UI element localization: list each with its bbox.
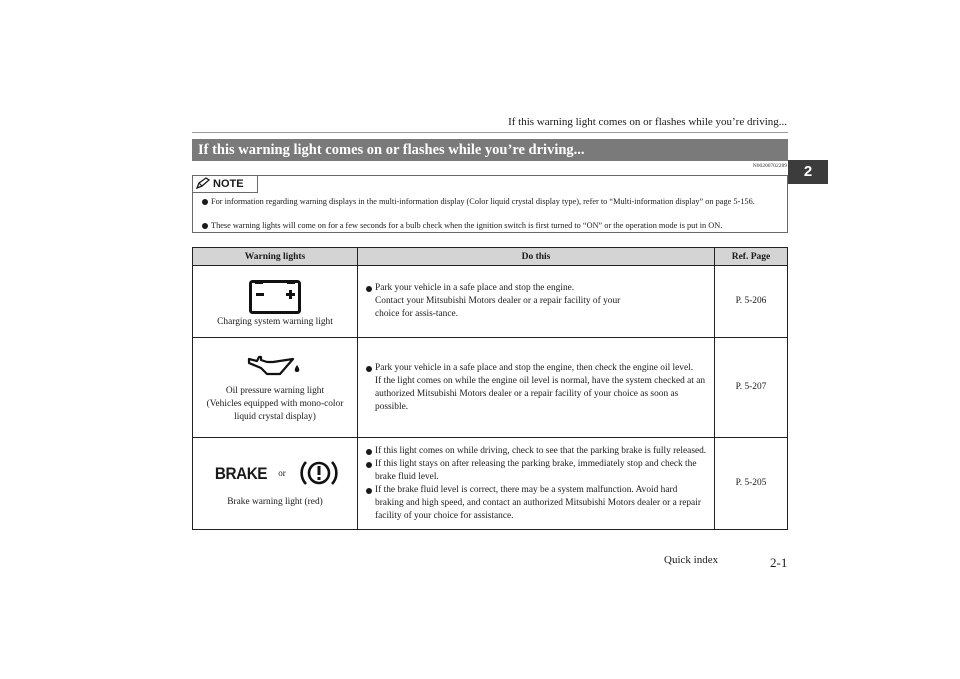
warning-light-cell bbox=[193, 266, 358, 338]
bullet-icon bbox=[202, 223, 208, 229]
bullet-icon bbox=[366, 488, 372, 494]
pencil-icon bbox=[196, 177, 211, 190]
table-row bbox=[193, 266, 788, 338]
bullet-icon bbox=[366, 366, 372, 372]
bullet-icon bbox=[366, 286, 372, 292]
col-header-do-this: Do this bbox=[358, 248, 715, 266]
note-label: NOTE bbox=[213, 178, 244, 190]
note-badge bbox=[193, 176, 258, 193]
warning-light-cell bbox=[193, 438, 358, 530]
table-row bbox=[193, 438, 788, 530]
doc-code: N00200702289 bbox=[752, 163, 787, 169]
note-item: For information regarding warning displays in the multi-information display (Color liquid crystal display type), refer to “Multi-information display” on page 5-156. bbox=[202, 196, 785, 208]
brake-icon: BRAKE bbox=[215, 463, 268, 483]
action-cell bbox=[358, 338, 715, 438]
col-header-ref-page: Ref. Page bbox=[715, 248, 788, 266]
running-header: If this warning light comes on or flashes while you’re driving... bbox=[508, 116, 787, 128]
bullet-icon bbox=[202, 199, 208, 205]
or-text: or bbox=[278, 467, 286, 478]
list-item: Park your vehicle in a safe place and stop the engine. Contact your Mitsubishi Motors dealer or a repair facility of your choice for assis-tance. bbox=[366, 282, 646, 321]
bullet-icon bbox=[366, 449, 372, 455]
section-title: If this warning light comes on or flashes while you’re driving... bbox=[192, 139, 788, 161]
brake-icon-group bbox=[193, 458, 357, 488]
action-cell bbox=[358, 266, 715, 338]
ref-page-cell: P. 5-205 bbox=[715, 438, 788, 530]
warning-light-label: Brake warning light (red) bbox=[227, 497, 323, 507]
table-row bbox=[193, 338, 788, 438]
oil-can-icon bbox=[247, 353, 303, 379]
page-number: 2-1 bbox=[770, 555, 788, 570]
action-cell bbox=[358, 438, 715, 530]
list-item: If the brake fluid level is correct, there may be a system malfunction. Avoid hard braking and high speed, and contact an authorized Mitsubishi Motors dealer or a repair facility of your choice for assistance. bbox=[366, 484, 708, 523]
note-box bbox=[192, 175, 788, 233]
warning-lights-table bbox=[192, 247, 788, 530]
warning-light-label: Oil pressure warning light (Vehicles equipped with mono-color liquid crystal display) bbox=[206, 386, 344, 422]
brake-circle-icon bbox=[300, 458, 338, 488]
table-header-row bbox=[193, 248, 788, 266]
warning-light-cell bbox=[193, 338, 358, 438]
ref-page-cell: P. 5-206 bbox=[715, 266, 788, 338]
bullet-icon bbox=[366, 462, 372, 468]
col-header-warning-lights: Warning lights bbox=[193, 248, 358, 266]
list-item: If this light stays on after releasing the parking brake, immediately stop and check the brake fluid level. bbox=[366, 458, 708, 484]
note-item: These warning lights will come on for a few seconds for a bulb check when the ignition switch is first turned to “ON” or the operation mode is put in ON. bbox=[202, 220, 785, 232]
ref-page-cell: P. 5-207 bbox=[715, 338, 788, 438]
footer-section: Quick index bbox=[664, 554, 719, 566]
list-item: If this light comes on while driving, check to see that the parking brake is fully released. bbox=[366, 445, 708, 458]
header-rule bbox=[192, 132, 788, 133]
list-item: Park your vehicle in a safe place and stop the engine, then check the engine oil level. If the light comes on while the engine oil level is normal, have the system checked at an authorized Mitsubishi Motors dealer or a repair facility of your choice as soon as possible. bbox=[366, 362, 708, 414]
battery-icon bbox=[249, 280, 301, 314]
warning-light-label: Charging system warning light bbox=[217, 317, 333, 327]
chapter-tab: 2 bbox=[788, 160, 828, 184]
